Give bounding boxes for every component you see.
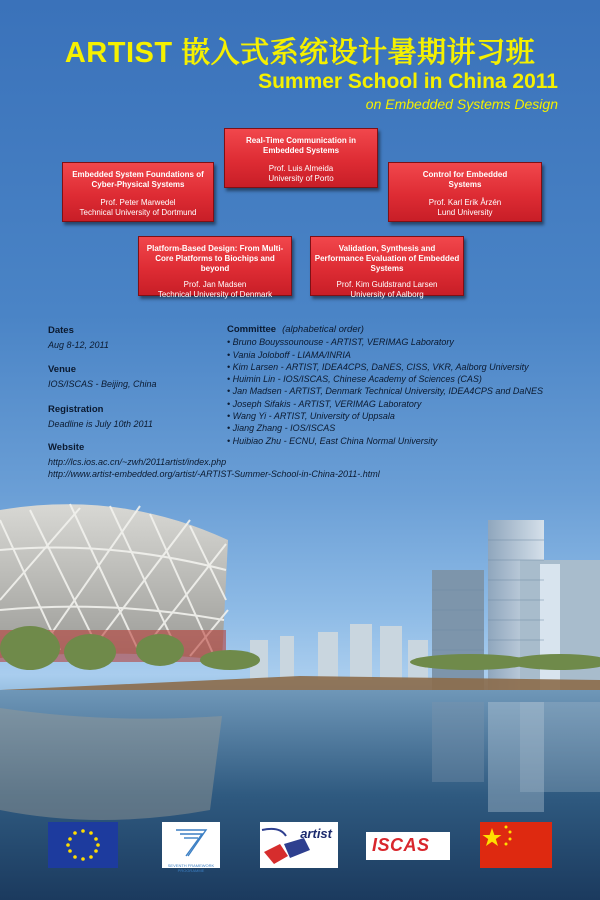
lecture-speaker: Prof. Karl Erik Årzén xyxy=(428,198,502,207)
china-flag-logo xyxy=(480,822,552,868)
venue-value: IOS/ISCAS - Beijing, China xyxy=(48,379,157,389)
lecture-box-cyber-physical xyxy=(62,162,214,222)
website-section xyxy=(48,442,380,480)
lecture-speaker: Prof. Jan Madsen xyxy=(183,280,247,289)
registration-label: Registration xyxy=(48,404,104,415)
lecture-affiliation: University of Porto xyxy=(268,174,334,183)
info-registration xyxy=(48,404,153,430)
lecture-speaker: Prof. Kim Guldstrand Larsen xyxy=(336,280,438,289)
lecture-box-platform xyxy=(138,236,292,299)
lecture-box-real-time xyxy=(224,128,378,188)
artist-logo xyxy=(260,822,338,868)
committee-member: • Vania Joloboff - LIAMA/INRIA xyxy=(227,349,351,360)
lecture-title: Embedded System Foundations of Cyber-Physical Systems xyxy=(72,170,204,189)
lecture-speaker: Prof. Peter Marwedel xyxy=(100,198,176,207)
committee-list xyxy=(227,336,543,447)
website-label: Website xyxy=(48,442,85,453)
dates-value: Aug 8-12, 2011 xyxy=(48,340,109,350)
website-link-1[interactable]: http://lcs.ios.ac.cn/~zwh/2011artist/index.php xyxy=(48,457,227,467)
artist-logo-text: artist xyxy=(300,826,332,841)
committee-sublabel: (alphabetical order) xyxy=(282,324,364,335)
iscas-logo xyxy=(366,832,450,860)
lecture-title: Validation, Synthesis and Performance Evaluation of Embedded Systems xyxy=(314,244,460,273)
fp7-logo xyxy=(162,822,220,873)
lecture-affiliation: Lund University xyxy=(437,208,493,217)
lecture-affiliation: Technical University of Denmark xyxy=(157,290,273,299)
title-summer-school: Summer School in China 2011 xyxy=(258,70,558,93)
committee-member: • Jiang Zhang - IOS/ISCAS xyxy=(227,423,336,434)
committee-member: • Bruno Bouyssounouse - ARTIST, VERIMAG Laboratory xyxy=(227,337,454,348)
committee-label: Committee xyxy=(227,324,277,335)
title-subtitle: on Embedded Systems Design xyxy=(365,96,558,112)
fp7-caption: SEVENTH FRAMEWORK PROGRAMME xyxy=(167,863,215,873)
lecture-box-control xyxy=(388,162,542,222)
committee-member: • Jan Madsen - ARTIST, Denmark Technical University, IDEA4CPS and DaNES xyxy=(227,386,543,397)
venue-label: Venue xyxy=(48,364,76,375)
dates-label: Dates xyxy=(48,325,74,336)
registration-value: Deadline is July 10th 2011 xyxy=(48,419,153,429)
committee-member: • Huibiao Zhu - ECNU, East China Normal University xyxy=(227,435,438,446)
website-link-2[interactable]: http://www.artist-embedded.org/artist/-ARTIST-Summer-School-in-China-2011-.html xyxy=(48,469,380,479)
lecture-box-validation xyxy=(310,236,464,299)
info-dates xyxy=(48,325,109,351)
lecture-title: Platform-Based Design: From Multi-Core Platforms to Biochips and beyond xyxy=(146,244,284,273)
lecture-affiliation: University of Aalborg xyxy=(350,290,424,299)
lecture-speaker: Prof. Luis Almeida xyxy=(268,164,334,173)
committee-section xyxy=(227,324,543,447)
lecture-title: Control for Embedded Systems xyxy=(422,170,508,189)
lecture-affiliation: Technical University of Dortmund xyxy=(79,208,197,217)
info-venue xyxy=(48,364,157,390)
committee-heading xyxy=(227,324,543,336)
committee-member: • Joseph Sifakis - ARTIST, VERIMAG Laboratory xyxy=(227,398,422,409)
committee-member: • Huimin Lin - IOS/ISCAS, Chinese Academy of Sciences (CAS) xyxy=(227,374,482,385)
committee-member: • Wang Yi - ARTIST, University of Uppsala xyxy=(227,411,395,422)
committee-member: • Kim Larsen - ARTIST, IDEA4CPS, DaNES, CISS, VKR, Aalborg University xyxy=(227,361,529,372)
lecture-title: Real-Time Communication in Embedded Systems xyxy=(245,136,357,155)
iscas-logo-text: ISCAS xyxy=(372,835,430,855)
eu-flag-logo xyxy=(48,822,118,868)
title-main: ARTIST 嵌入式系统设计暑期讲习班 xyxy=(64,37,536,69)
